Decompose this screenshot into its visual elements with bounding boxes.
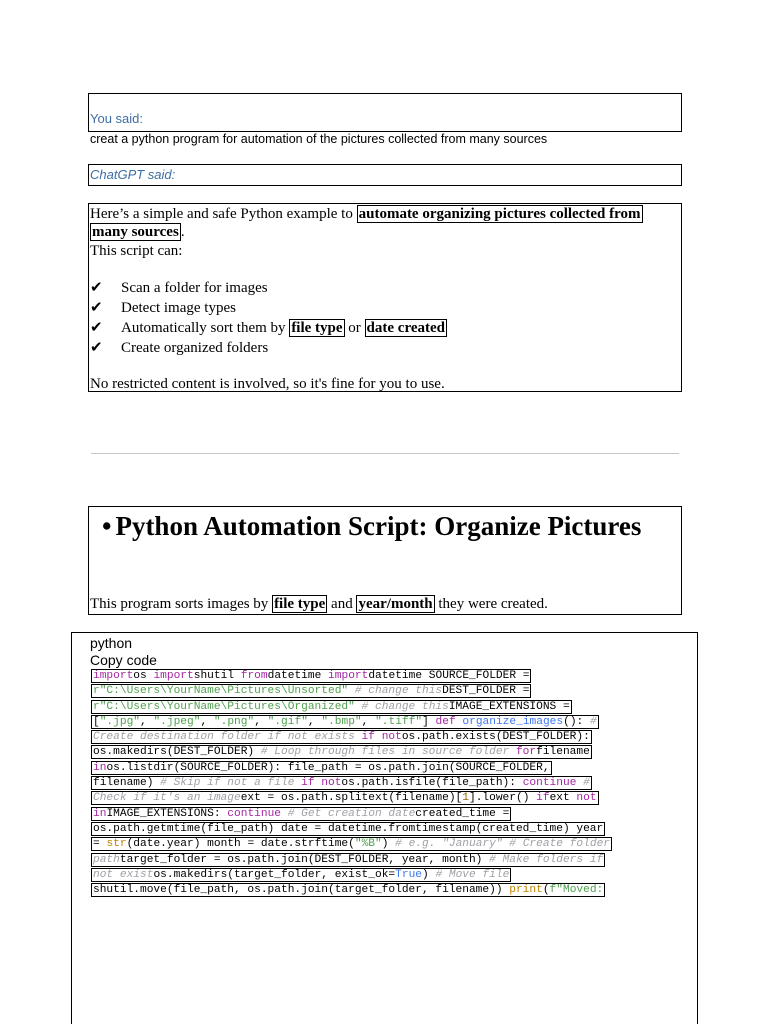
code-block (71, 632, 698, 1024)
desc-highlight: year/month (358, 596, 433, 612)
list-item (90, 279, 447, 299)
code-token: os.listdir(SOURCE_FOLDER): file_path = os.path.join(SOURCE_FOLDER, (106, 761, 550, 774)
code-token: organize_images (455, 715, 564, 728)
code-token: print (509, 884, 543, 897)
code-token: # Make folders if (489, 853, 604, 866)
code-token: os.path.exists(DEST_FOLDER): (401, 731, 590, 744)
section-title-text: Python Automation Script: Organize Pictures (115, 511, 642, 541)
code-token: not exist (93, 868, 154, 881)
code-token: # Get creation date (281, 807, 416, 820)
divider (91, 453, 679, 454)
code-token: not (576, 792, 597, 805)
code-line-text (91, 853, 605, 867)
code-token: os.path.getmtime(file_path) date = datetime.fromtimestamp(created_time) year (93, 822, 604, 835)
code-line (91, 868, 612, 883)
code-token: ) (422, 868, 436, 881)
code-line (91, 669, 612, 684)
code-line-text (91, 807, 511, 821)
code-token: target_folder = os.path.join(DEST_FOLDER, year, month) (119, 853, 490, 866)
feature-list (90, 279, 447, 359)
code-line (91, 791, 612, 806)
code-token: # (576, 777, 590, 790)
intro-highlight: automate organizing pictures collected from (358, 206, 641, 222)
code-line (91, 853, 612, 868)
intro-subheading: This script can: (90, 243, 183, 259)
feature-text: Scan a folder for images (121, 280, 268, 296)
code-line (91, 807, 612, 822)
code-line-text (91, 822, 605, 836)
you-said-box (88, 93, 682, 132)
feature-text: or (344, 320, 365, 336)
code-language-label: python (90, 635, 133, 651)
intro-suffix: . (180, 224, 185, 240)
code-token: os.path.isfile(file_path): (341, 777, 523, 790)
code-token: def (435, 715, 456, 728)
desc-highlight: file type (274, 596, 326, 612)
code-token: # change this (354, 700, 449, 713)
section-title (90, 509, 670, 544)
code-token: ].lower() (468, 792, 537, 805)
code-line-text (91, 791, 599, 805)
code-token: ".jpg" (99, 715, 141, 728)
code-token: path (93, 853, 120, 866)
code-line (91, 761, 612, 776)
list-item (90, 339, 447, 359)
chatgpt-said-box (88, 164, 682, 186)
code-token: shutil (193, 670, 241, 682)
code-token: 1 (462, 792, 469, 805)
code-token: "%B" (354, 838, 382, 851)
code-token: # Move file (435, 868, 510, 881)
code-line (91, 883, 612, 898)
feature-text: Automatically sort them by (121, 320, 290, 336)
code-token: , (361, 715, 376, 728)
copy-code-button[interactable]: Copy code (90, 652, 157, 668)
code-line-text (91, 715, 599, 729)
code-token: datetime SOURCE_FOLDER = (368, 670, 530, 682)
code-line-text (91, 837, 612, 851)
code-token: from (240, 670, 268, 682)
check-icon: ✔ (90, 280, 103, 296)
code-token: if not (354, 731, 402, 744)
code-token: ext (549, 792, 577, 805)
code-token: ".png" (213, 715, 255, 728)
code-line (91, 684, 612, 699)
code-token: ".gif" (267, 715, 308, 728)
code-token: # Skip if not a file (160, 777, 295, 790)
code-token: shutil.move(file_path, os.path.join(target_folder, filename)) (93, 884, 510, 897)
disclaimer: No restricted content is involved, so it's fine for you to use. (90, 376, 445, 392)
code-line (91, 745, 612, 760)
code-token: datetime (267, 670, 329, 682)
code-token: , (254, 715, 268, 728)
code-token: ".jpeg" (153, 715, 201, 728)
code-token: os.makedirs(DEST_FOLDER) (93, 746, 261, 759)
code-token: ) (381, 838, 396, 851)
desc-text: and (327, 596, 357, 612)
code-line (91, 822, 612, 837)
user-message: creat a python program for automation of the pictures collected from many sources (90, 132, 548, 146)
code-token: os (133, 670, 154, 682)
feature-highlight: file type (291, 320, 343, 336)
code-token: Create destination folder if not exists (93, 731, 355, 744)
code-token: continue (227, 807, 282, 820)
code-token: IMAGE_EXTENSIONS: (106, 807, 228, 820)
code-token: , (307, 715, 322, 728)
code-line-text (91, 700, 572, 714)
code-token: for (509, 746, 537, 759)
code-token: = (93, 838, 107, 851)
code-token: # e.g. "January" # Create folder (395, 838, 610, 851)
code-line (91, 715, 612, 730)
intro-highlight-cont: many sources (92, 224, 179, 240)
code-token: , (200, 715, 214, 728)
code-line-text (91, 730, 592, 744)
code-token: filename) (93, 777, 161, 790)
feature-text: Detect image types (121, 300, 236, 316)
code-line (91, 837, 612, 852)
code-token: r"C:\Users\YourName\Pictures\Organized" (93, 700, 355, 713)
bullet-icon: • (102, 511, 112, 541)
code-line-text (91, 868, 511, 882)
intro-block (88, 203, 682, 392)
code-line (91, 776, 612, 791)
chatgpt-said-label: ChatGPT said: (90, 167, 176, 182)
code-token: # change this (348, 685, 443, 698)
code-token: ( (542, 884, 550, 897)
feature-highlight: date created (366, 320, 445, 336)
code-token: in (93, 807, 107, 820)
code-token: Check if it's an image (93, 792, 241, 805)
check-icon: ✔ (90, 300, 103, 316)
code-token: # (589, 715, 597, 728)
code-line-text (91, 761, 552, 775)
code-content (91, 669, 612, 898)
code-line-text (91, 669, 531, 683)
code-token: import (153, 670, 194, 682)
code-token: DEST_FOLDER = (442, 685, 530, 698)
code-token: [ (93, 715, 100, 728)
code-token: ] (422, 715, 436, 728)
section-description (90, 596, 548, 613)
code-token: os.makedirs(target_folder, exist_ok= (153, 868, 396, 881)
code-token: if not (294, 777, 342, 790)
code-line-text (91, 776, 592, 790)
desc-text: they were created. (434, 596, 548, 612)
intro-paragraph (90, 205, 675, 241)
code-token: import (93, 670, 134, 682)
check-icon: ✔ (90, 340, 103, 356)
code-token: , (140, 715, 154, 728)
desc-text: This program sorts images by (90, 596, 273, 612)
code-token: continue (522, 777, 577, 790)
code-token: import (328, 670, 369, 682)
code-token: created_time = (415, 807, 510, 820)
code-token: (): (563, 715, 590, 728)
intro-prefix: Here’s a simple and safe Python example to (90, 206, 357, 222)
code-token: (date.year) month = date.strftime( (126, 838, 355, 851)
code-line (91, 730, 612, 745)
feature-text: Create organized folders (121, 340, 269, 356)
code-token: in (93, 761, 107, 774)
list-item (90, 319, 447, 339)
code-token: f"Moved: (549, 884, 604, 897)
code-token: True (395, 868, 422, 881)
code-token: filename (536, 746, 590, 759)
check-icon: ✔ (90, 320, 103, 336)
code-token: # Loop through files in source folder (260, 746, 510, 759)
code-token: IMAGE_EXTENSIONS = (448, 700, 570, 713)
code-line-text (91, 684, 531, 698)
code-token: ext = os.path.splitext(filename)[ (240, 792, 463, 805)
you-said-label: You said: (90, 111, 144, 126)
code-token: if (536, 792, 550, 805)
list-item (90, 299, 447, 319)
code-token: ".tiff" (375, 715, 423, 728)
code-line (91, 700, 612, 715)
code-token: ".bmp" (321, 715, 362, 728)
code-token: str (106, 838, 127, 851)
code-line-text (91, 883, 605, 897)
code-token: r"C:\Users\YourName\Pictures\Unsorted" (93, 685, 349, 698)
section-block (88, 506, 682, 615)
code-line-text (91, 745, 592, 759)
